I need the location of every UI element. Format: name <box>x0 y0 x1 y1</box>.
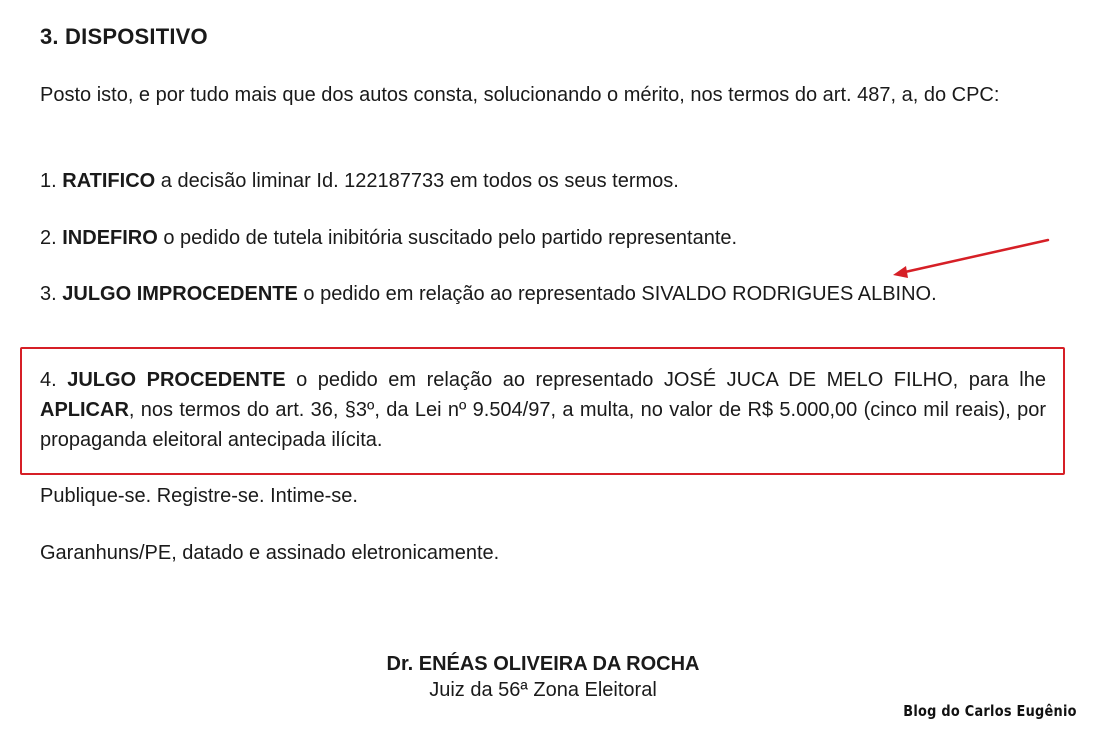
item-3-keyword: JULGO IMPROCEDENTE <box>62 283 298 305</box>
item-4-number: 4. <box>40 369 57 391</box>
item-2-text: o pedido de tutela inibitória suscitado pelo partido representante. <box>157 227 738 249</box>
item-3-text: o pedido em relação ao representado SIVALDO RODRIGUES ALBINO. <box>297 283 937 305</box>
item-3-number: 3. <box>40 283 57 305</box>
item-4-keyword-aplicar: APLICAR <box>40 399 129 421</box>
signature-role: Juiz da 56ª Zona Eleitoral <box>429 679 657 701</box>
place-date-line: Garanhuns/PE, datado e assinado eletronicamente. <box>40 542 500 564</box>
intro-paragraph: Posto isto, e por tudo mais que dos autos consta, solucionando o mérito, nos termos do art. 487, a, do CPC: <box>40 84 1000 106</box>
item-2-keyword: INDEFIRO <box>62 227 158 249</box>
item-1-keyword: RATIFICO <box>62 170 156 192</box>
arrow-head <box>893 266 908 278</box>
section-heading: 3. DISPOSITIVO <box>40 24 208 49</box>
item-2-number: 2. <box>40 227 57 249</box>
watermark-text: Blog do Carlos Eugênio <box>903 702 1077 720</box>
item-1-text: a decisão liminar Id. 122187733 em todos os seus termos. <box>155 170 679 192</box>
item-4-keyword: JULGO PROCEDENTE <box>67 369 286 391</box>
signature-name: Dr. ENÉAS OLIVEIRA DA ROCHA <box>386 653 700 675</box>
item-4-text-a: o pedido em relação ao representado JOSÉ JUCA DE MELO FILHO, para lhe <box>285 369 1046 391</box>
item-1-number: 1. <box>40 170 57 192</box>
item-4-text-b: , nos termos do art. 36, §3º, da Lei nº 9.504/97, a multa, no valor de R$ 5.000,00 (cinco mil reais), por propaganda eleitoral antecipada ilícita. <box>40 399 1046 451</box>
closing-line: Publique-se. Registre-se. Intime-se. <box>40 485 358 507</box>
arrow-shaft <box>905 240 1048 272</box>
